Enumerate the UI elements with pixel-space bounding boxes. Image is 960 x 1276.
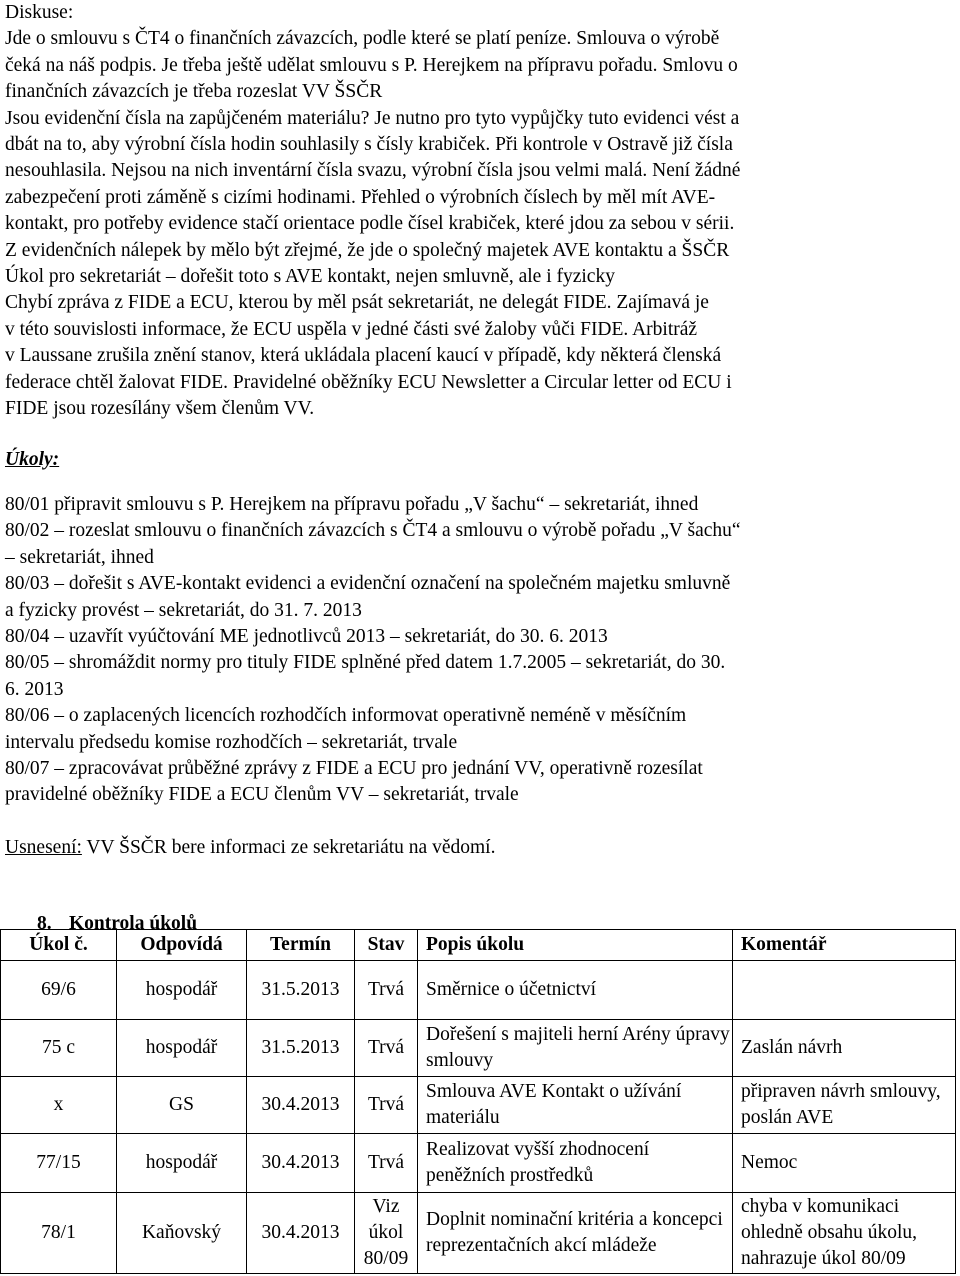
section-number: 8. — [37, 912, 52, 934]
section-title: Kontrola úkolů — [69, 912, 198, 934]
header-comment: Komentář — [733, 930, 956, 961]
discussion-line: FIDE jsou rozesílány všem členům VV. — [5, 398, 315, 420]
table-row — [1, 1134, 956, 1193]
cell-deadline: 31.5.2013 — [247, 961, 355, 1020]
cell-id: x — [1, 1077, 117, 1134]
discussion-line: v této souvislosti informace, že ECU uspěla v jedné části své žaloby vůči FIDE. Arbitráž — [5, 318, 698, 340]
discussion-line: Chybí zpráva z FIDE a ECU, kterou by měl psát sekretariát, ne delegát FIDE. Zajímavá je — [5, 292, 709, 314]
task-line: pravidelné oběžníky FIDE a ECU členům VV – sekretariát, trvale — [5, 784, 519, 806]
cell-owner: Kaňovský — [117, 1193, 247, 1274]
cell-comment: Zaslán návrh — [733, 1020, 956, 1077]
discussion-line: dbát na to, aby výrobní čísla hodin souhlasily s čísly krabiček. Při kontrole v Ostravě již čísla — [5, 134, 733, 156]
cell-comment: Nemoc — [733, 1134, 956, 1193]
discussion-line: Jsou evidenční čísla na zapůjčeném materiálu? Je nutno pro tyto vypůjčky tuto evidenci vést a — [5, 107, 740, 129]
cell-description: Smlouva AVE Kontakt o užívání materiálu — [418, 1077, 733, 1134]
task-line: 6. 2013 — [5, 678, 64, 700]
task-line: a fyzicky provést – sekretariát, do 31. 7. 2013 — [5, 599, 362, 621]
discussion-line: čeká na náš podpis. Je třeba ještě udělat smlouvu s P. Herejkem na přípravu pořadu. Smlovu o — [5, 54, 738, 76]
header-owner: Odpovídá — [117, 930, 247, 961]
header-task-number: Úkol č. — [1, 930, 117, 961]
discussion-line: federace chtěl žalovat FIDE. Pravidelné oběžníky ECU Newsletter a Circular letter od ECU i — [5, 371, 732, 393]
cell-description: Směrnice o účetnictví — [418, 961, 733, 1020]
table-row — [1, 1020, 956, 1077]
cell-status: Viz úkol 80/09 — [355, 1193, 418, 1274]
cell-owner: hospodář — [117, 1020, 247, 1077]
cell-owner: hospodář — [117, 961, 247, 1020]
cell-deadline: 30.4.2013 — [247, 1134, 355, 1193]
resolution — [5, 835, 955, 861]
discussion-line: v Laussane zrušila znění stanov, která ukládala placení kaucí v případě, kdy některá členská — [5, 345, 722, 367]
discussion-section — [5, 0, 955, 423]
task-control-table — [0, 929, 956, 1274]
task-line: – sekretariát, ihned — [5, 546, 154, 568]
cell-id: 69/6 — [1, 961, 117, 1020]
table-header-row — [1, 930, 956, 961]
document-page — [5, 0, 955, 956]
cell-id: 75 c — [1, 1020, 117, 1077]
task-line: 80/05 – shromáždit normy pro tituly FIDE splněné před datem 1.7.2005 – sekretariát, do 30. — [5, 652, 726, 674]
resolution-text: VV ŠSČR bere informaci ze sekretariátu na vědomí. — [81, 836, 496, 858]
cell-status: Trvá — [355, 961, 418, 1020]
cell-status: Trvá — [355, 1134, 418, 1193]
discussion-line: kontakt, pro potřeby evidence stačí orientace podle čísel krabiček, které jdou za sebou v sérii. — [5, 213, 735, 235]
table-row — [1, 961, 956, 1020]
task-line: 80/07 – zpracovávat průběžné zprávy z FIDE a ECU pro jednání VV, operativně rozesílat — [5, 758, 703, 780]
cell-owner: GS — [117, 1077, 247, 1134]
header-status: Stav — [355, 930, 418, 961]
discussion-line: Jde o smlouvu s ČT4 o finančních závazcích, podle které se platí peníze. Smlouva o výrobě — [5, 28, 720, 50]
cell-owner: hospodář — [117, 1134, 247, 1193]
table-row — [1, 1193, 956, 1274]
discussion-line: Z evidenčních nálepek by mělo být zřejmé, že jde o společný majetek AVE kontaktu a ŠSČR — [5, 239, 730, 261]
cell-description: Doplnit nominační kritéria a koncepci reprezentačních akcí mládeže — [418, 1193, 733, 1274]
table-row — [1, 1077, 956, 1134]
discussion-line: Úkol pro sekretariát – dořešit toto s AVE kontakt, nejen smluvně, ale i fyzicky — [5, 266, 615, 288]
cell-deadline: 30.4.2013 — [247, 1193, 355, 1274]
header-deadline: Termín — [247, 930, 355, 961]
cell-comment: chyba v komunikaci ohledně obsahu úkolu, nahrazuje úkol 80/09 — [733, 1193, 956, 1274]
tasks-section — [5, 447, 955, 809]
task-line: intervalu předsedu komise rozhodčích – sekretariát, trvale — [5, 731, 458, 753]
cell-description: Realizovat vyšší zhodnocení peněžních prostředků — [418, 1134, 733, 1193]
cell-deadline: 30.4.2013 — [247, 1077, 355, 1134]
task-line: 80/06 – o zaplacených licencích rozhodčích informovat operativně neméně v měsíčním — [5, 705, 687, 727]
task-line: 80/01 připravit smlouvu s P. Herejkem na přípravu pořadu „V šachu“ – sekretariát, ihned — [5, 494, 699, 515]
header-description: Popis úkolu — [418, 930, 733, 961]
discussion-line: zabezpečení proti záměně s cizími hodinami. Přehled o výrobních číslech by měl mít AVE- — [5, 186, 716, 208]
cell-comment: připraven návrh smlouvy, poslán AVE — [733, 1077, 956, 1134]
resolution-label: Usnesení: — [5, 836, 82, 858]
task-line: 80/02 – rozeslat smlouvu o finančních závazcích s ČT4 a smlouvu o výrobě pořadu „V šachu“ — [5, 520, 741, 542]
task-line: 80/04 – uzavřít vyúčtování ME jednotlivců 2013 – sekretariát, do 30. 6. 2013 — [5, 626, 608, 648]
task-line: 80/03 – dořešit s AVE-kontakt evidenci a evidenční označení na společném majetku smluvně — [5, 573, 731, 595]
cell-id: 78/1 — [1, 1193, 117, 1274]
cell-id: 77/15 — [1, 1134, 117, 1193]
discussion-line: nesouhlasila. Nejsou na nich inventární čísla svazu, výrobní čísla jsou velmi malá. Není žádné — [5, 160, 741, 182]
cell-comment — [733, 961, 956, 1020]
cell-description: Dořešení s majiteli herní Arény úpravy smlouvy — [418, 1020, 733, 1077]
discussion-label: Diskuse: — [5, 2, 74, 23]
discussion-line: finančních závazcích je třeba rozeslat VV ŠSČR — [5, 81, 383, 103]
cell-status: Trvá — [355, 1020, 418, 1077]
cell-status: Trvá — [355, 1077, 418, 1134]
cell-deadline: 31.5.2013 — [247, 1020, 355, 1077]
tasks-title: Úkoly: — [5, 448, 60, 470]
